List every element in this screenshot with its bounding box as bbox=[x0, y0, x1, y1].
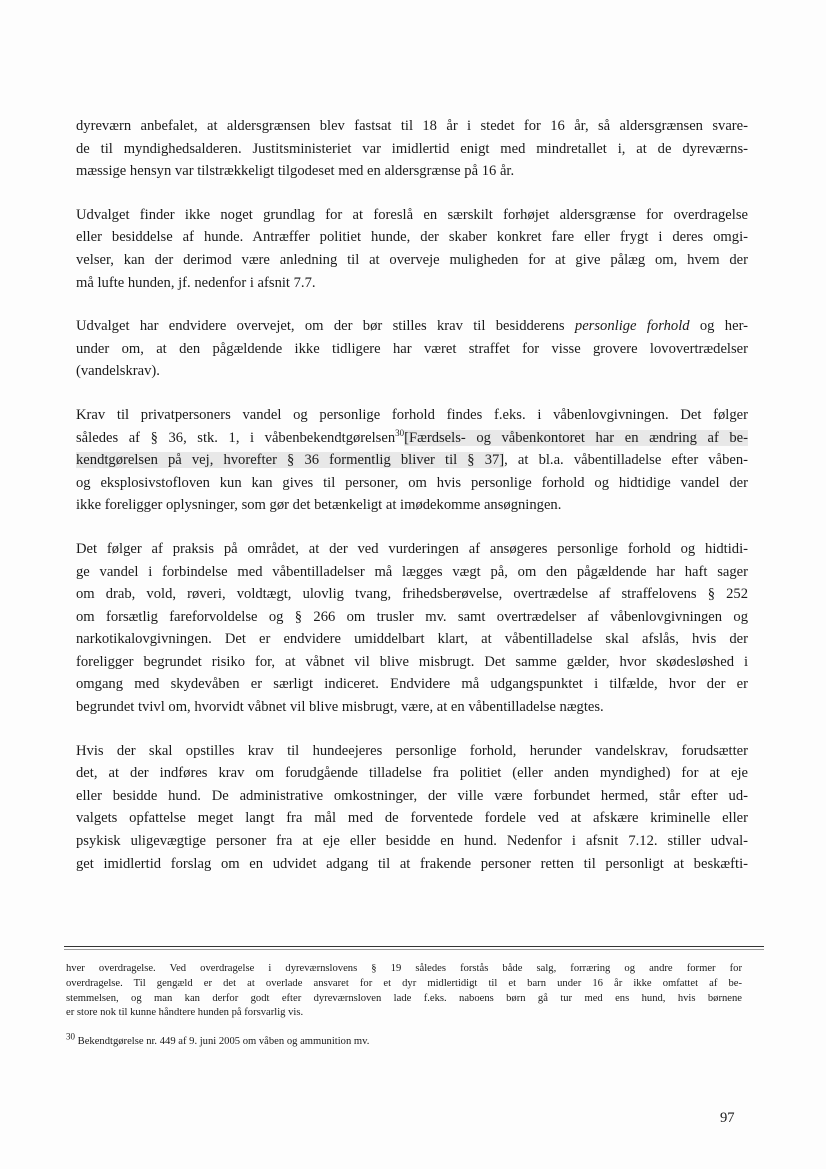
text-line bbox=[76, 427, 748, 450]
text-line: narkotikalovgivningen. Det er endvidere umiddelbart klart, at våbentilladelse skal afslås, hvis der bbox=[76, 631, 748, 648]
paragraph-2 bbox=[76, 204, 748, 294]
footnote-line: overdragelse. Til gengæld er det at overlade ansvaret for et dyr midlertidigt til et barn under 16 år ikke omfattet af be- bbox=[66, 977, 742, 989]
text-line: det, at der indføres krav om forudgående tilladelse fra politiet (eller anden myndighed) for at eje bbox=[76, 765, 748, 782]
text-line bbox=[76, 315, 748, 338]
text-line: begrundet tvivl om, hvorvidt våbnet vil blive misbrugt, være, at en våbentilladelse nægtes. bbox=[76, 699, 604, 716]
text-line: ge vandel i forbindelse med våbentilladelser må lægges vægt på, om den pågældende har haft sager bbox=[76, 563, 748, 580]
text-run: således af § 36, stk. 1, i våbenbekendtgørelsen bbox=[76, 429, 396, 446]
text-line: foreligger begrundet risiko for, at våbnet vil blive misbrugt. Det samme gælder, hvor skødesløshed i bbox=[76, 653, 748, 670]
text-line: get imidlertid forslag om en udvidet adgang til at frakende personer retten til personligt at beskæfti- bbox=[76, 855, 748, 872]
paragraph-1 bbox=[76, 115, 748, 183]
text-line: om drab, vold, røveri, voldtægt, ulovlig tvang, frihedsberøvelse, overtrædelse af straffelovens § 252 bbox=[76, 586, 748, 603]
footnote-line: er store nok til kunne håndtere hunden på forsvarlig vis. bbox=[66, 1007, 304, 1019]
text-line bbox=[76, 449, 748, 472]
paragraph-5 bbox=[76, 538, 748, 719]
footnotes bbox=[66, 962, 742, 1064]
footnote-separator-secondary bbox=[64, 949, 764, 950]
text-run: , at bl.a. våbentilladelse efter våben- bbox=[504, 452, 748, 469]
text-line: Udvalget finder ikke noget grundlag for at foreslå en særskilt forhøjet aldersgrænse for overdragelse bbox=[76, 206, 748, 223]
text-line: velser, kan der derimod være anledning til at overveje muligheden for at give pålæg om, hvem der bbox=[76, 251, 748, 268]
text-line: under om, at den pågældende ikke tidligere har været straffet for visse grovere lovovertrædelser bbox=[76, 340, 748, 357]
text-line: ikke foreligger oplysninger, som gør det betænkeligt at imødekomme ansøgningen. bbox=[76, 497, 562, 514]
footnote-ref-30[interactable]: 30 bbox=[395, 427, 405, 438]
text-line: psykisk uligevægtige personer fra at eje eller besidde en hund. Nedenfor i afsnit 7.12. stiller udval- bbox=[76, 833, 748, 850]
body-text bbox=[76, 115, 748, 896]
text-line: Krav til privatpersoners vandel og personlige forhold findes f.eks. i våbenlovgivningen. Det følger bbox=[76, 406, 748, 423]
text-line: dyreværn anbefalet, at aldersgrænsen blev fastsat til 18 år i stedet for 16 år, så aldersgrænsen svare- bbox=[76, 118, 748, 134]
paragraph-6 bbox=[76, 740, 748, 876]
emphasis-text: personlige forhold bbox=[574, 318, 690, 335]
text-line: omgang med skydevåben er særligt indiceret. Endvidere må udgangspunktet i tilfælde, hvor der er bbox=[76, 676, 748, 693]
highlighted-text: kendtgørelsen på vej, hvorefter § 36 formentlig bliver til § 37] bbox=[76, 452, 505, 469]
paragraph-4 bbox=[76, 404, 748, 517]
text-line: Hvis der skal opstilles krav til hundeejeres personlige forhold, herunder vandelskrav, forudsætter bbox=[76, 742, 748, 759]
text-run: og her- bbox=[689, 318, 748, 335]
footnote-marker: 30 bbox=[66, 1031, 75, 1042]
text-line: Det følger af praksis på området, at der ved vurderingen af ansøgeres personlige forhold og hidtidi- bbox=[76, 540, 748, 557]
text-line: og eksplosivstofloven kun kan gives til personer, om hvis personlige forhold og hidtidige vandel der bbox=[76, 474, 748, 491]
highlighted-text: [Færdsels- og våbenkontoret har en ændring af be- bbox=[404, 429, 748, 446]
footnote-separator bbox=[64, 946, 764, 947]
footnote-line: hver overdragelse. Ved overdragelse i dyreværnslovens § 19 således forstås både salg, forræring og andre former for bbox=[66, 963, 742, 974]
footnote-continued bbox=[66, 962, 742, 1021]
footnote-text: Bekendtgørelse nr. 449 af 9. juni 2005 om våben og ammunition mv. bbox=[75, 1036, 370, 1048]
footnote-line: stemmelsen, og man kan derfor godt efter dyreværnsloven lade f.eks. naboens børn gå tur med ens hund, hvis børnene bbox=[66, 992, 742, 1004]
text-line: (vandelskrav). bbox=[76, 363, 160, 380]
text-run: Udvalget har endvidere overvejet, om der bør stilles krav til besidderens bbox=[76, 318, 575, 335]
page-number: 97 bbox=[720, 1110, 735, 1126]
text-line: eller besiddelse af hunde. Antræffer politiet hunde, der skaber konkret fare eller frygt i deres omgi- bbox=[76, 229, 748, 246]
text-line: de til myndighedsalderen. Justitsministeriet var imidlertid enigt med mindretallet i, at de dyreværns- bbox=[76, 140, 748, 157]
footnote-30 bbox=[66, 1031, 742, 1050]
text-line: eller besidde hund. De administrative omkostninger, der ville være forbundet hermed, står efter ud- bbox=[76, 787, 748, 804]
text-line: må lufte hunden, jf. nedenfor i afsnit 7.7. bbox=[76, 274, 316, 291]
text-line: om forsætlig fareforvoldelse og § 266 om trusler mv. samt overtrædelser af våbenlovgivningen og bbox=[76, 608, 748, 625]
text-line: valgets opfattelse meget langt fra mål med de forventede fordele ved at afskære kriminelle eller bbox=[76, 810, 748, 827]
text-line: mæssige hensyn var tilstrækkeligt tilgodeset med en aldersgrænse på 16 år. bbox=[76, 163, 515, 180]
paragraph-3 bbox=[76, 315, 748, 383]
